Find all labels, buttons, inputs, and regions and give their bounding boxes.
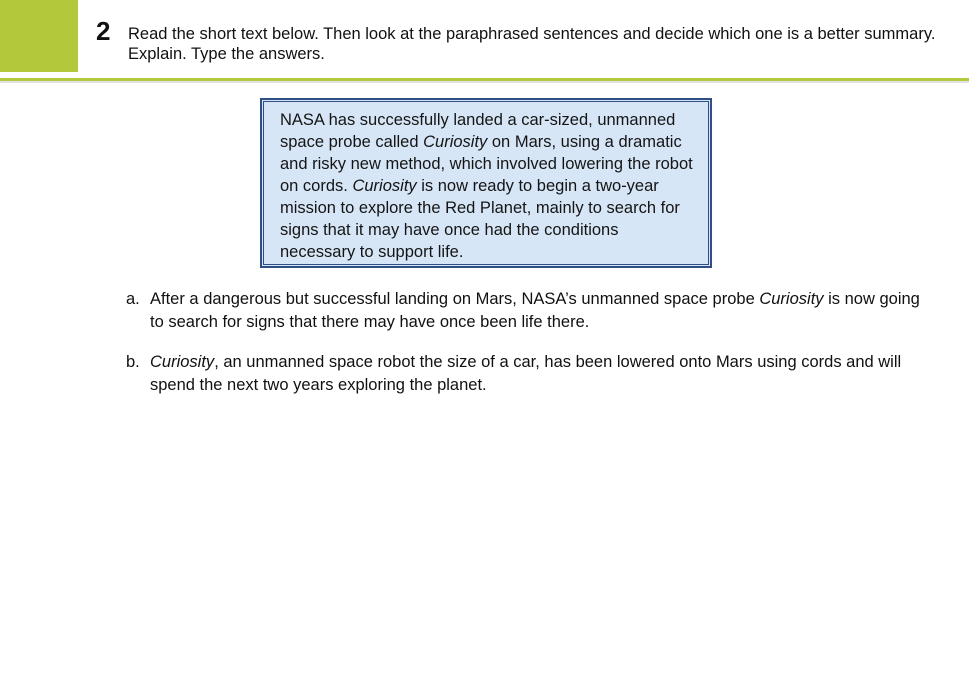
option-a-title: Curiosity	[759, 290, 824, 308]
passage-box	[260, 98, 712, 268]
passage-title-1: Curiosity	[423, 133, 488, 151]
passage-title-2: Curiosity	[352, 177, 417, 195]
passage-text	[263, 101, 709, 265]
passage-part-3: is now ready to begin a two-year mission to explore the Red Planet, mainly to search for signs that it may have once had the conditions necessary to support life.	[280, 177, 680, 261]
option-a-after: is now going to search for signs that there may have once been life there.	[150, 290, 920, 331]
passage-part-2: on Mars, using a dramatic and risky new method, which involved lowering the robot on cords.	[280, 133, 693, 195]
option-a-letter: a.	[126, 290, 140, 308]
option-b-after: , an unmanned space robot the size of a car, has been lowered onto Mars using cords and will spend the next two years exploring the planet.	[150, 353, 902, 394]
option-a[interactable]	[126, 288, 926, 334]
option-b[interactable]	[126, 351, 926, 397]
accent-block	[0, 0, 78, 72]
option-b-title: Curiosity	[150, 353, 215, 371]
header-divider-shadow	[0, 81, 969, 83]
option-a-before: After a dangerous but successful landing on Mars, NASA’s unmanned space probe	[150, 290, 760, 308]
question-number: 2	[96, 16, 111, 46]
answer-options	[126, 288, 926, 414]
passage-part-1: NASA has successfully landed a car-sized, unmanned space probe called	[280, 111, 676, 151]
option-b-letter: b.	[126, 353, 140, 371]
question-instruction: Read the short text below. Then look at the paraphrased sentences and decide which one is a better summary. Explain. Type the answers.	[128, 25, 936, 63]
